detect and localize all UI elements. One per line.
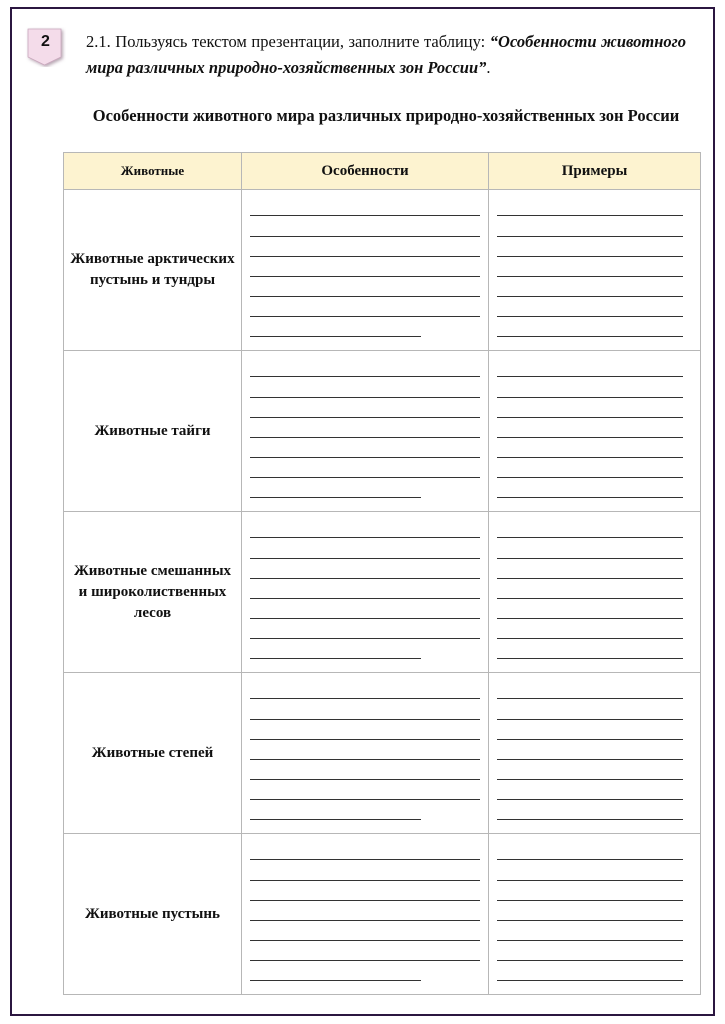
answer-line[interactable] [250, 457, 480, 458]
answer-line[interactable] [250, 316, 480, 317]
answer-line[interactable] [250, 618, 480, 619]
features-answer-cell[interactable] [242, 351, 489, 512]
answer-line[interactable] [250, 276, 480, 277]
answer-line[interactable] [497, 759, 683, 760]
answer-line[interactable] [497, 276, 683, 277]
answer-line[interactable] [250, 417, 480, 418]
answer-line[interactable] [497, 638, 683, 639]
table-row [64, 512, 701, 673]
answer-line[interactable] [497, 417, 683, 418]
answer-line[interactable] [497, 477, 683, 478]
answer-line[interactable] [250, 900, 480, 901]
answer-line[interactable] [497, 739, 683, 740]
answer-line[interactable] [250, 336, 421, 337]
row-label: Животные пустынь [64, 834, 242, 995]
answer-line[interactable] [497, 236, 683, 237]
answer-line[interactable] [497, 960, 683, 961]
examples-answer-cell[interactable] [489, 190, 701, 351]
answer-line[interactable] [250, 236, 480, 237]
table-title: Особенности животного мира различных природно-хозяйственных зон России [92, 106, 680, 125]
answer-line[interactable] [250, 880, 480, 881]
answer-line[interactable] [250, 215, 480, 216]
answer-line[interactable] [250, 256, 480, 257]
answer-line[interactable] [250, 980, 421, 981]
answer-line[interactable] [497, 256, 683, 257]
instruction-text: 2.1. Пользуясь текстом презентации, заполните таблицу: [86, 32, 490, 51]
answer-line[interactable] [497, 215, 683, 216]
features-answer-cell[interactable] [242, 834, 489, 995]
answer-line[interactable] [250, 698, 480, 699]
task-number-badge [25, 27, 66, 67]
table-header-row [64, 153, 701, 190]
answer-line[interactable] [497, 799, 683, 800]
header-animals: Животные [64, 153, 242, 190]
table-row [64, 351, 701, 512]
answer-line[interactable] [497, 437, 683, 438]
features-answer-cell[interactable] [242, 512, 489, 673]
answer-line[interactable] [497, 598, 683, 599]
task-instruction [86, 29, 686, 81]
answer-line[interactable] [497, 618, 683, 619]
answer-line[interactable] [250, 658, 421, 659]
answer-line[interactable] [497, 980, 683, 981]
answer-line[interactable] [250, 779, 480, 780]
answer-line[interactable] [250, 719, 480, 720]
examples-answer-cell[interactable] [489, 351, 701, 512]
answer-line[interactable] [497, 578, 683, 579]
header-features: Особенности [242, 153, 489, 190]
answer-line[interactable] [497, 336, 683, 337]
answer-line[interactable] [250, 960, 480, 961]
answer-line[interactable] [250, 920, 480, 921]
answer-line[interactable] [497, 880, 683, 881]
answer-line[interactable] [250, 799, 480, 800]
answer-line[interactable] [250, 296, 480, 297]
examples-answer-cell[interactable] [489, 673, 701, 834]
answer-line[interactable] [497, 397, 683, 398]
answer-line[interactable] [497, 457, 683, 458]
row-label: Животные степей [64, 673, 242, 834]
examples-answer-cell[interactable] [489, 512, 701, 673]
answer-line[interactable] [497, 316, 683, 317]
answer-line[interactable] [250, 558, 480, 559]
row-label: Животные тайги [64, 351, 242, 512]
answer-line[interactable] [250, 578, 480, 579]
answer-line[interactable] [250, 739, 480, 740]
table-row [64, 190, 701, 351]
row-label: Животные арктических пустынь и тундры [64, 190, 242, 351]
answer-line[interactable] [250, 437, 480, 438]
answer-line[interactable] [497, 537, 683, 538]
answer-line[interactable] [497, 497, 683, 498]
answer-line[interactable] [250, 940, 480, 941]
answer-line[interactable] [250, 759, 480, 760]
answer-line[interactable] [497, 296, 683, 297]
answer-line[interactable] [250, 638, 480, 639]
answer-line[interactable] [250, 859, 480, 860]
answer-line[interactable] [250, 477, 480, 478]
answer-line[interactable] [497, 558, 683, 559]
answer-line[interactable] [497, 779, 683, 780]
answer-line[interactable] [497, 658, 683, 659]
row-label: Животные смешанных и широколиственных лесов [64, 512, 242, 673]
answer-line[interactable] [497, 819, 683, 820]
instruction-quote: “Особенности животного мира различных природно-хозяйственных зон России” [86, 32, 686, 77]
table-row [64, 834, 701, 995]
answer-line[interactable] [250, 819, 421, 820]
table-row [64, 673, 701, 834]
zones-table [63, 152, 701, 995]
answer-line[interactable] [497, 920, 683, 921]
answer-line[interactable] [250, 376, 480, 377]
answer-line[interactable] [497, 376, 683, 377]
instruction-end: . [486, 58, 491, 77]
answer-line[interactable] [497, 719, 683, 720]
header-examples: Примеры [489, 153, 701, 190]
answer-line[interactable] [497, 859, 683, 860]
answer-line[interactable] [497, 940, 683, 941]
answer-line[interactable] [250, 598, 480, 599]
answer-line[interactable] [250, 537, 480, 538]
answer-line[interactable] [250, 497, 421, 498]
answer-line[interactable] [497, 900, 683, 901]
answer-line[interactable] [497, 698, 683, 699]
examples-answer-cell[interactable] [489, 834, 701, 995]
answer-line[interactable] [250, 397, 480, 398]
features-answer-cell[interactable] [242, 190, 489, 351]
task-number: 2 [41, 33, 50, 50]
features-answer-cell[interactable] [242, 673, 489, 834]
